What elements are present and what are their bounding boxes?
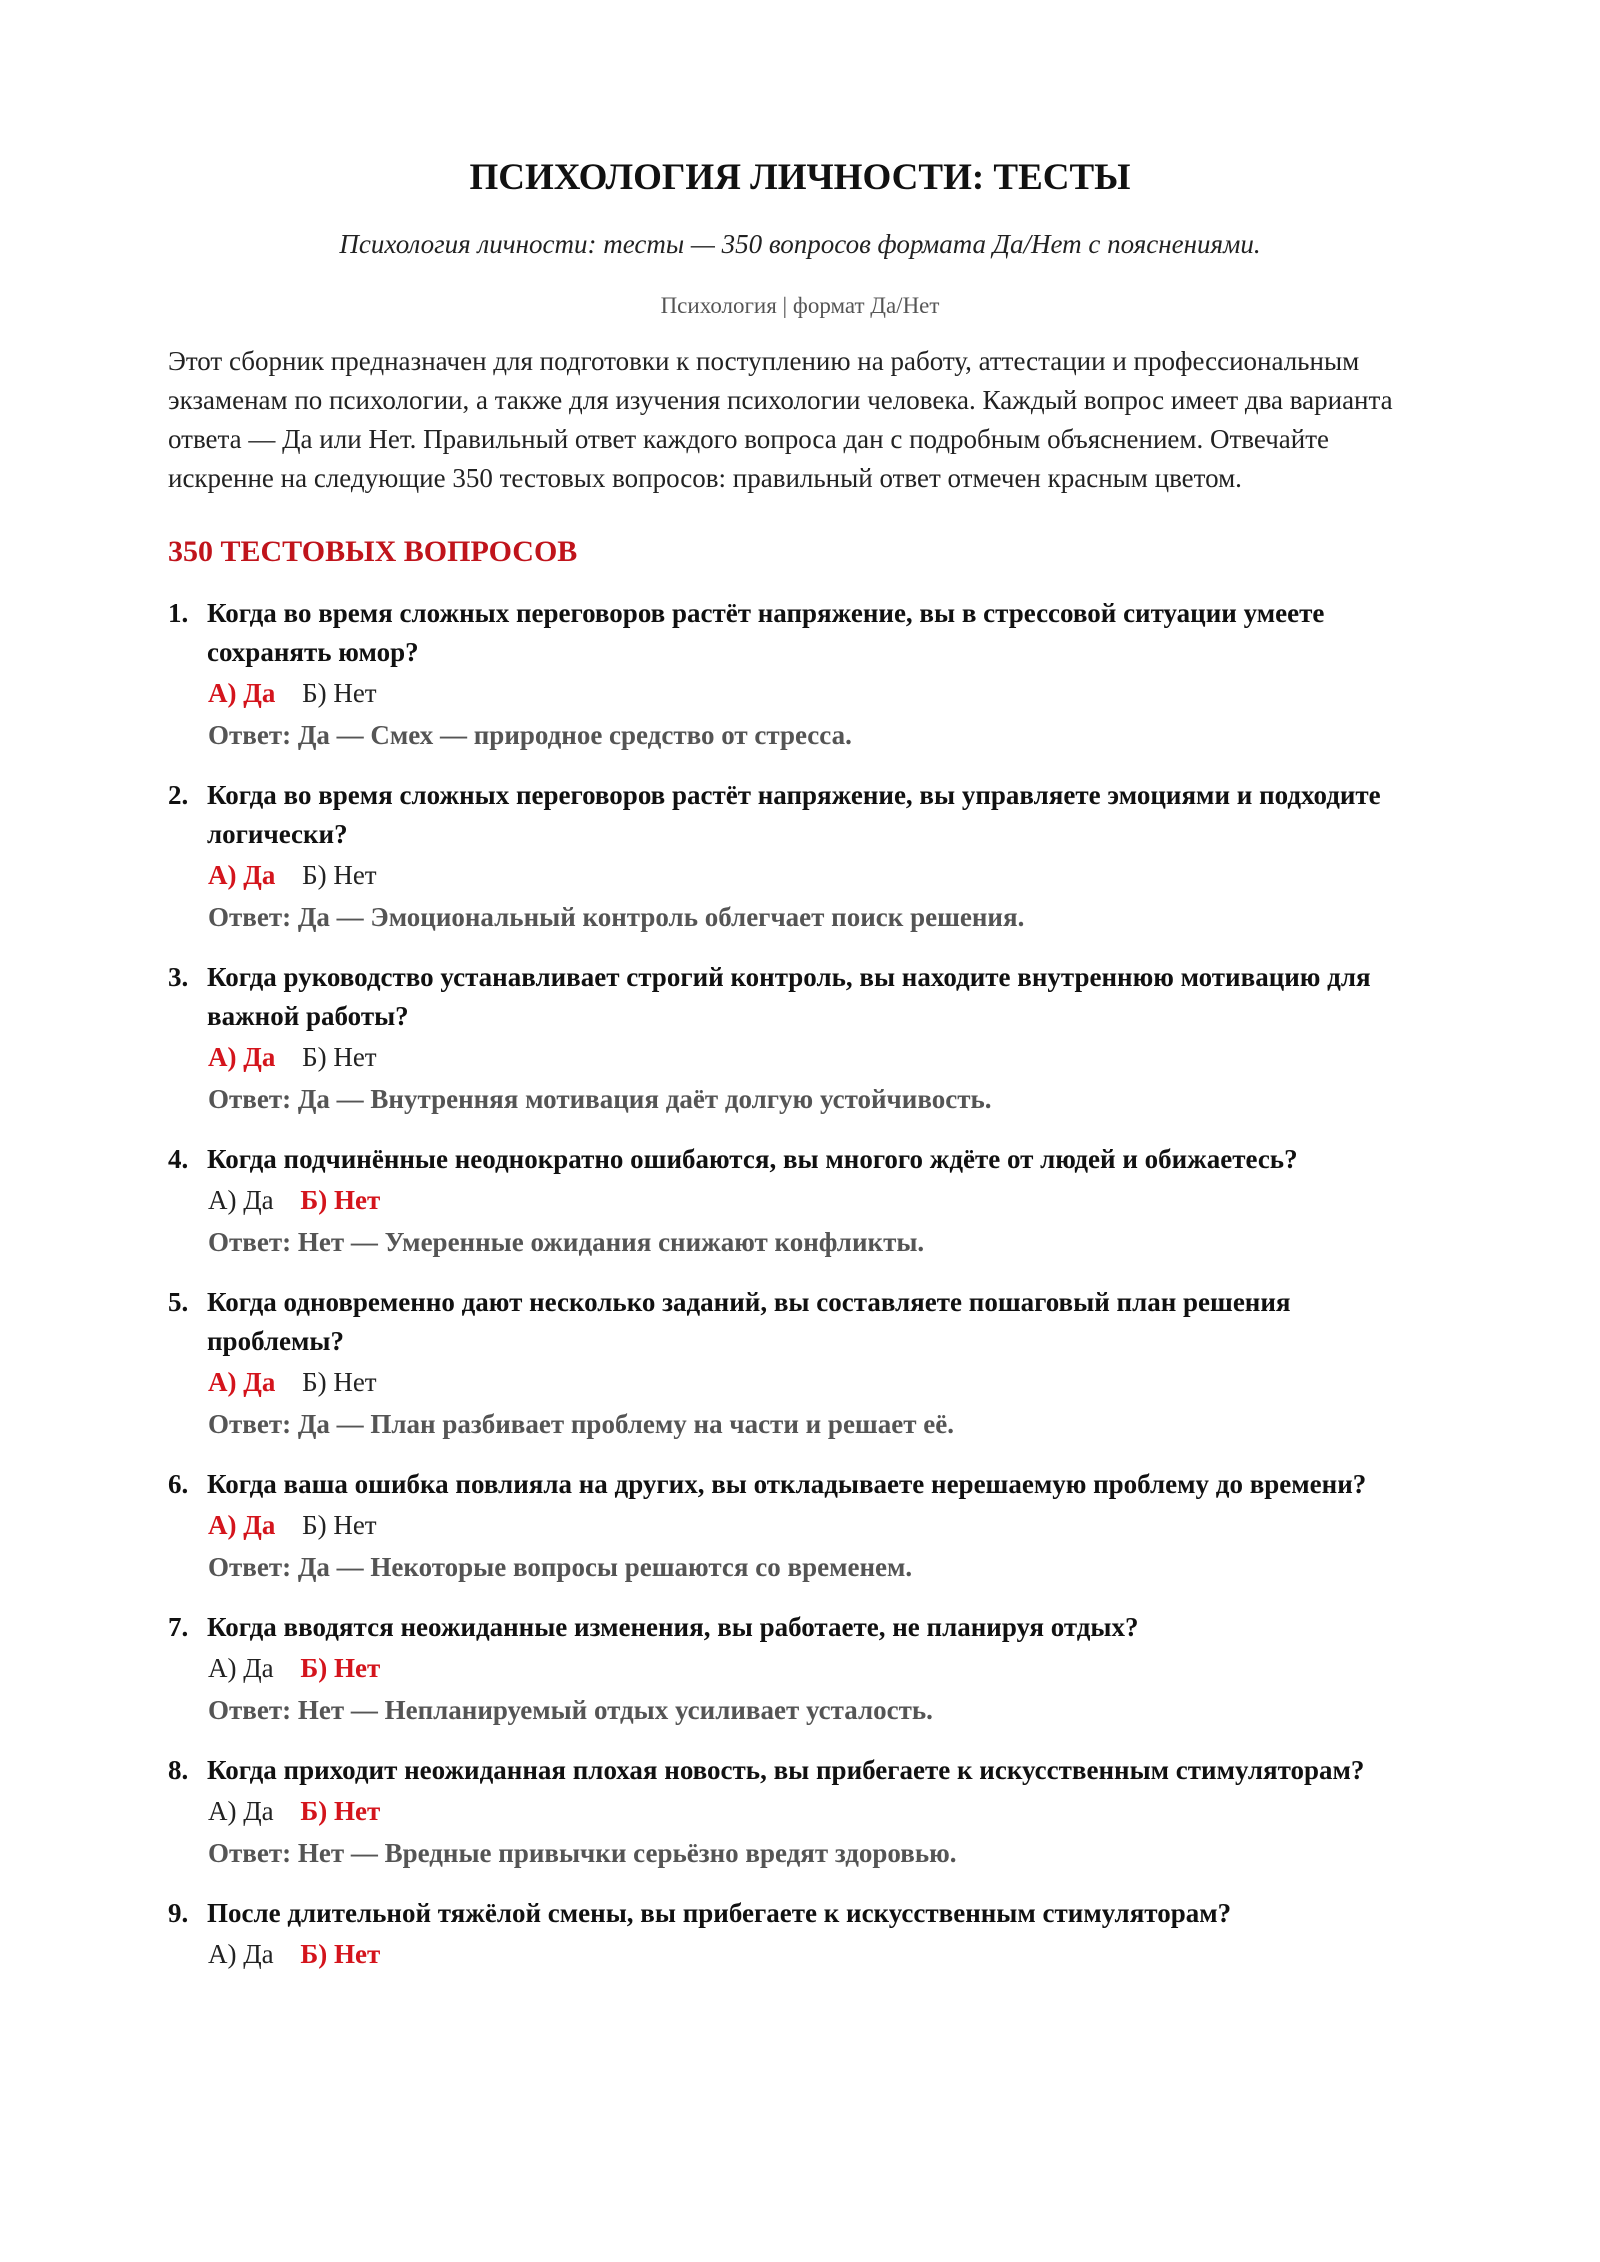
question-text — [168, 594, 1432, 672]
question-text — [168, 776, 1432, 854]
question-item — [168, 1608, 1432, 1731]
option-a: А) Да — [208, 860, 276, 890]
option-a: А) Да — [208, 1653, 274, 1683]
document-subtitle: Психология личности: тесты — 350 вопросов формата Да/Нет с пояснениями. — [339, 229, 1261, 259]
question-number: 9. — [168, 1898, 189, 1928]
question-item — [168, 776, 1432, 938]
question-number: 5. — [168, 1287, 189, 1317]
option-b: Б) Нет — [302, 1042, 377, 1072]
option-a: А) Да — [208, 1367, 276, 1397]
question-body: Когда одновременно дают несколько заданий, вы составляете пошаговый план решения проблемы? — [207, 1287, 1291, 1356]
question-body: Когда приходит неожиданная плохая новость, вы прибегаете к искусственным стимуляторам? — [207, 1755, 1365, 1785]
document-page — [168, 130, 1432, 1995]
answer-explanation: Ответ: Нет — Умеренные ожидания снижают конфликты. — [208, 1227, 925, 1257]
answer-explanation: Ответ: Нет — Вредные привычки серьёзно вредят здоровью. — [208, 1838, 957, 1868]
question-body: Когда подчинённые неоднократно ошибаются, вы многого ждёте от людей и обижаетесь? — [207, 1144, 1298, 1174]
answer-options — [168, 1647, 1432, 1689]
question-number: 4. — [168, 1144, 189, 1174]
question-list — [168, 594, 1432, 1975]
answer-explanation: Ответ: Да — План разбивает проблему на части и решает её. — [208, 1409, 954, 1439]
option-a: А) Да — [208, 1185, 274, 1215]
option-b: Б) Нет — [302, 860, 377, 890]
document-intro: Этот сборник предназначен для подготовки к поступлению на работу, аттестации и профессиональным экзаменам по психологии, а также для изучения психологии человека. Каждый вопрос имеет два варианта ответа — Да или Нет. Правильный ответ каждого вопроса дан с подробным объяснением. Отвечайте искренне на следующие 350 тестовых вопросов: правильный ответ отмечен красным цветом. — [168, 346, 1393, 493]
question-item — [168, 1283, 1432, 1445]
option-a: А) Да — [208, 1939, 274, 1969]
answer-options — [168, 1361, 1432, 1403]
question-body: После длительной тяжёлой смены, вы прибегаете к искусственным стимуляторам? — [207, 1898, 1232, 1928]
question-text — [168, 1608, 1432, 1647]
answer-options — [168, 672, 1432, 714]
option-b: Б) Нет — [302, 1367, 377, 1397]
option-b: Б) Нет — [300, 1796, 381, 1826]
option-b: Б) Нет — [300, 1185, 381, 1215]
question-item — [168, 958, 1432, 1120]
answer-options — [168, 854, 1432, 896]
question-body: Когда ваша ошибка повлияла на других, вы откладываете нерешаемую проблему до времени? — [207, 1469, 1367, 1499]
question-text — [168, 958, 1432, 1036]
question-item — [168, 594, 1432, 756]
question-text — [168, 1465, 1432, 1504]
question-item — [168, 1465, 1432, 1588]
question-number: 7. — [168, 1612, 189, 1642]
answer-explanation: Ответ: Да — Некоторые вопросы решаются со временем. — [208, 1552, 913, 1582]
answer-explanation: Ответ: Нет — Непланируемый отдых усиливает усталость. — [208, 1695, 933, 1725]
option-a: А) Да — [208, 1510, 276, 1540]
option-b: Б) Нет — [302, 1510, 377, 1540]
answer-options — [168, 1933, 1432, 1975]
question-body: Когда руководство устанавливает строгий контроль, вы находите внутреннюю мотивацию для важной работы? — [207, 962, 1371, 1031]
question-item — [168, 1894, 1432, 1975]
answer-options — [168, 1036, 1432, 1078]
answer-options — [168, 1790, 1432, 1832]
answer-explanation: Ответ: Да — Эмоциональный контроль облегчает поиск решения. — [208, 902, 1025, 932]
answer-explanation: Ответ: Да — Смех — природное средство от стресса. — [208, 720, 852, 750]
document-title: ПСИХОЛОГИЯ ЛИЧНОСТИ: ТЕСТЫ — [469, 157, 1131, 198]
answer-options — [168, 1504, 1432, 1546]
option-a: А) Да — [208, 1042, 276, 1072]
question-number: 6. — [168, 1469, 189, 1499]
question-number: 8. — [168, 1755, 189, 1785]
question-number: 2. — [168, 780, 189, 810]
question-body: Когда во время сложных переговоров растёт напряжение, вы управляете эмоциями и подходите логически? — [207, 780, 1381, 849]
answer-options — [168, 1179, 1432, 1221]
question-item — [168, 1140, 1432, 1263]
document-meta: Психология | формат Да/Нет — [660, 293, 940, 318]
option-a: А) Да — [208, 678, 276, 708]
question-body: Когда вводятся неожиданные изменения, вы работаете, не планируя отдых? — [207, 1612, 1139, 1642]
question-item — [168, 1751, 1432, 1874]
section-heading: 350 ТЕСТОВЫХ ВОПРОСОВ — [168, 535, 578, 568]
option-b: Б) Нет — [300, 1939, 381, 1969]
question-number: 1. — [168, 598, 189, 628]
option-b: Б) Нет — [302, 678, 377, 708]
question-number: 3. — [168, 962, 189, 992]
option-a: А) Да — [208, 1796, 274, 1826]
answer-explanation: Ответ: Да — Внутренняя мотивация даёт долгую устойчивость. — [208, 1084, 992, 1114]
question-body: Когда во время сложных переговоров растёт напряжение, вы в стрессовой ситуации умеете сохранять юмор? — [207, 598, 1325, 667]
question-text — [168, 1140, 1432, 1179]
question-text — [168, 1894, 1432, 1933]
option-b: Б) Нет — [300, 1653, 381, 1683]
question-text — [168, 1283, 1432, 1361]
question-text — [168, 1751, 1432, 1790]
